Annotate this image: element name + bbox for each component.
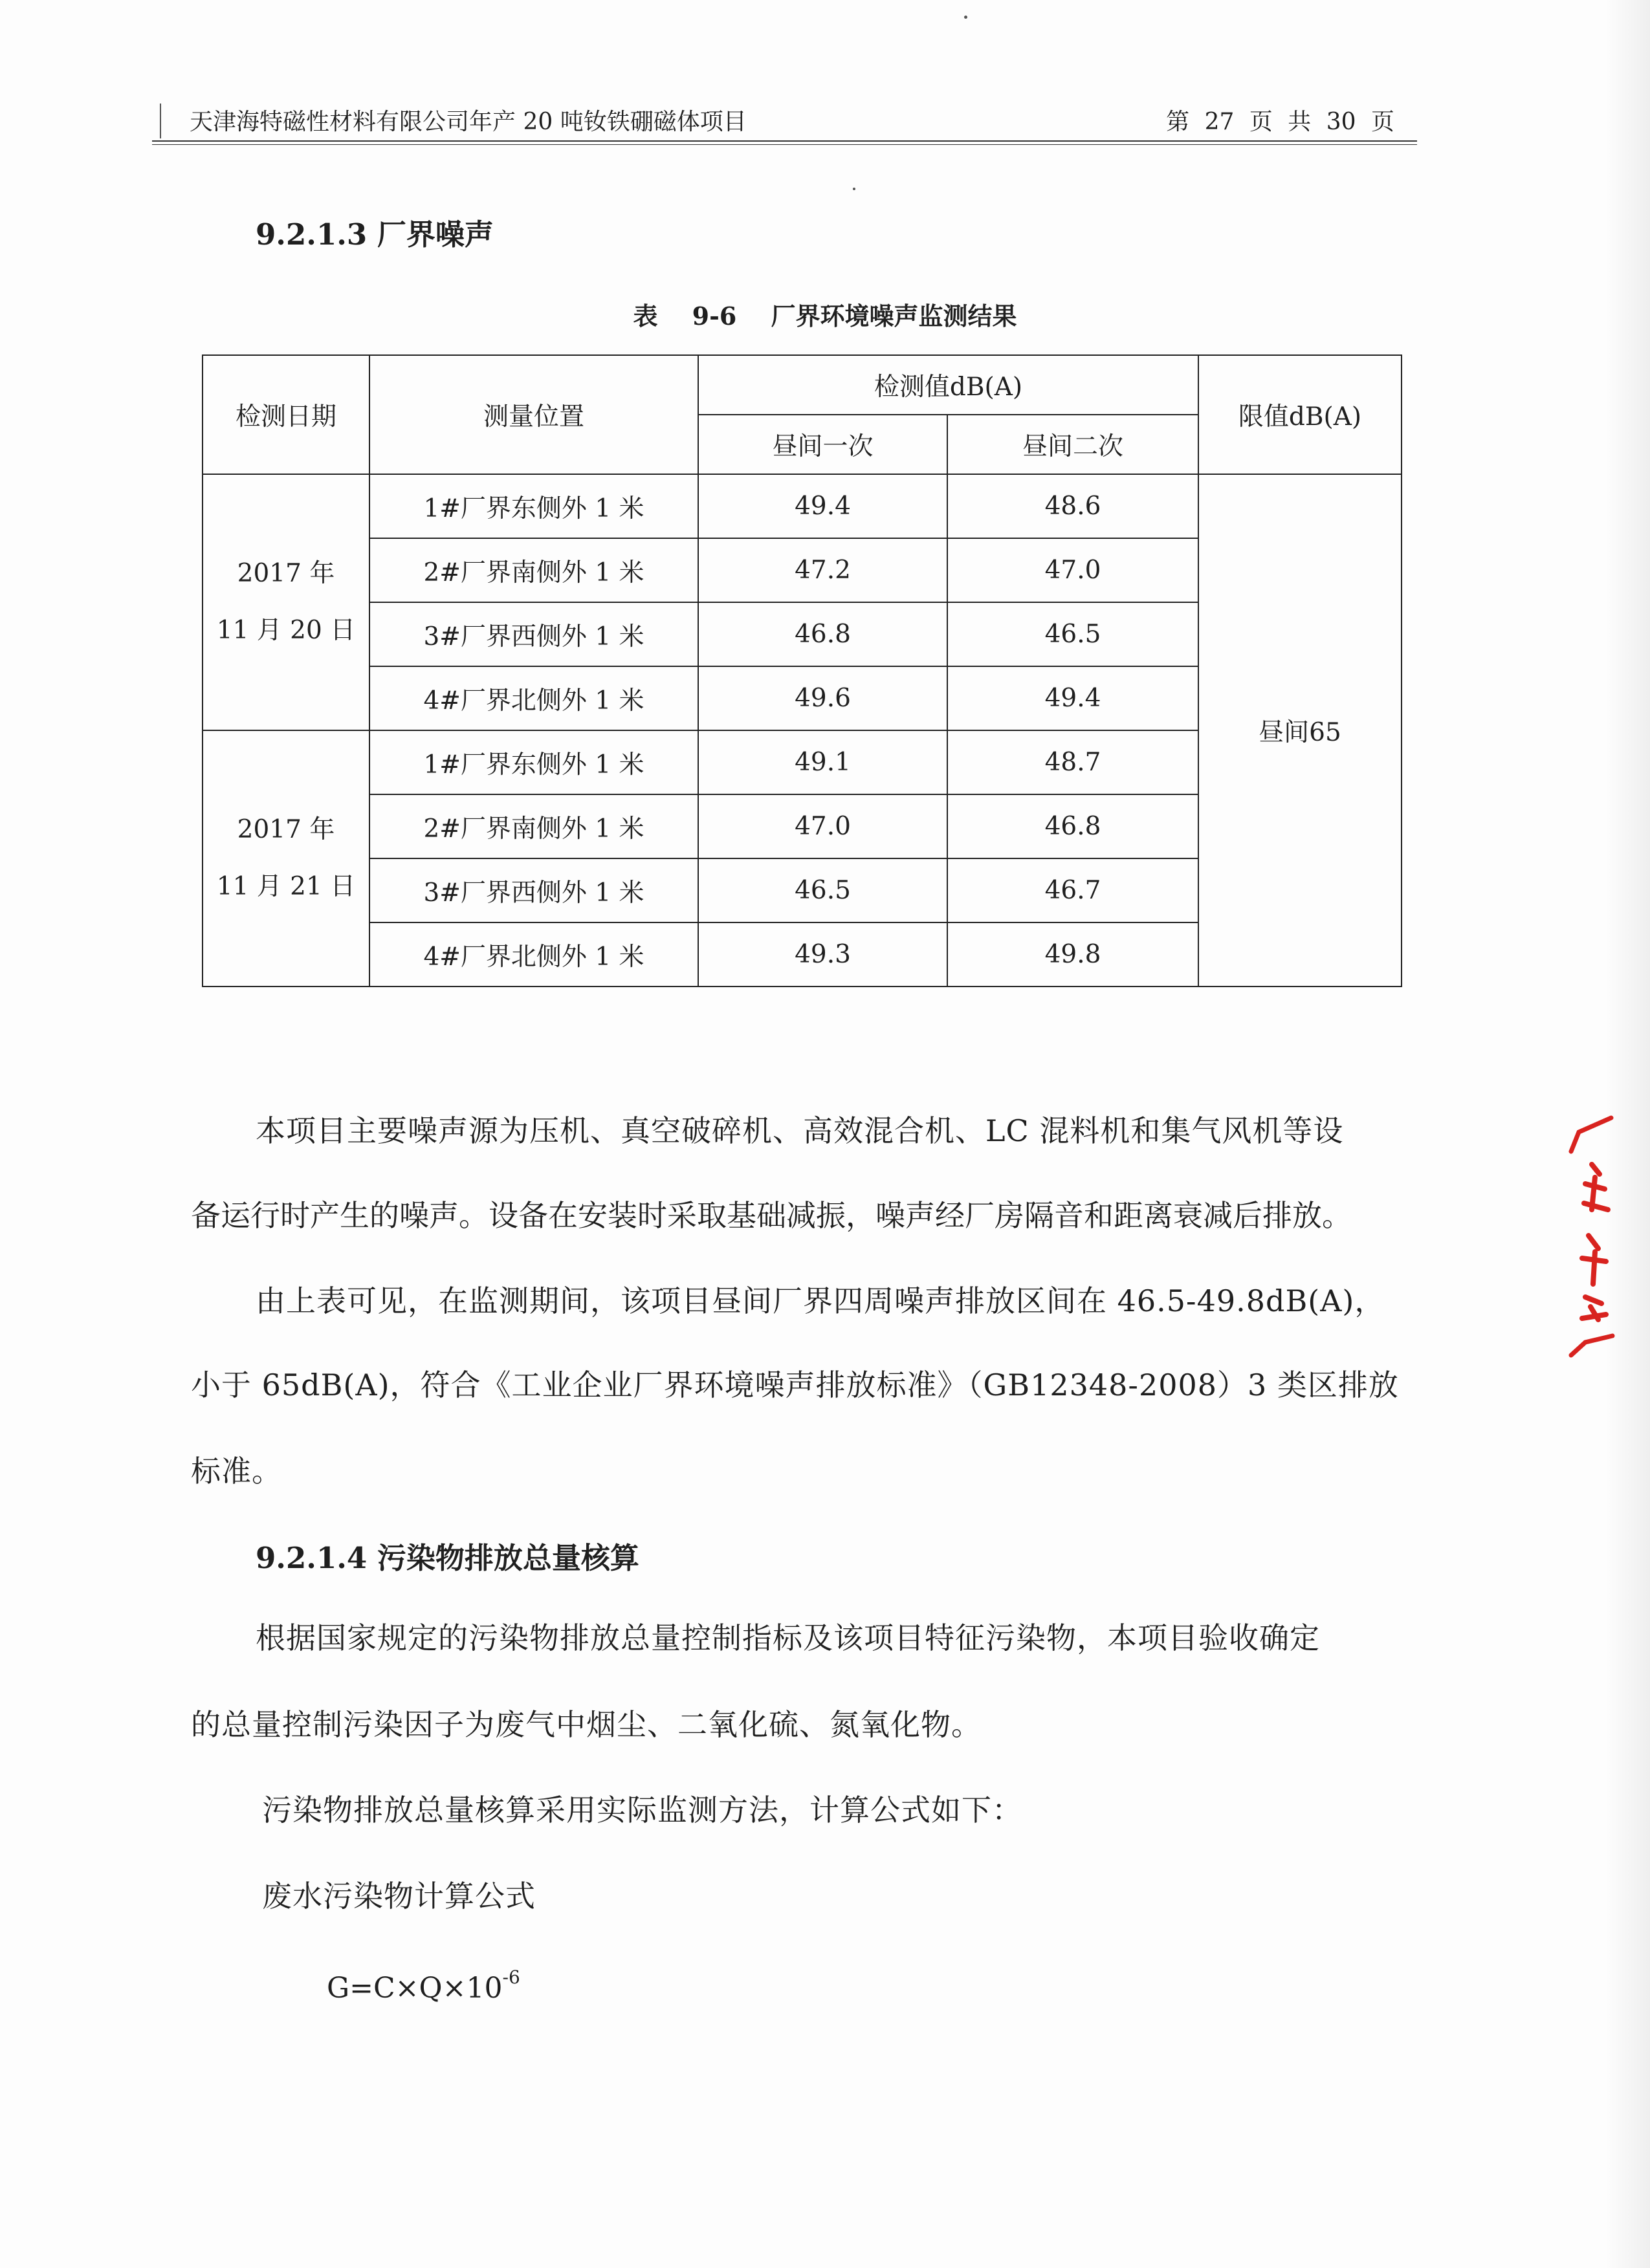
- page-header: [152, 97, 1417, 142]
- noise-results-table: [202, 354, 1402, 987]
- date-cell: [203, 474, 369, 730]
- date-day: 11 月 20 日: [216, 616, 356, 645]
- paragraph-line: 由上表可见，在监测期间，该项目昼间厂界四周噪声排放区间在 46.5-49.8dB(A)，: [256, 1283, 1385, 1318]
- date-cell: [203, 730, 369, 987]
- position-cell: 3#厂界西侧外 1 米: [369, 602, 698, 666]
- value-first-cell: 49.4: [698, 474, 947, 538]
- value-second-cell: 49.8: [947, 922, 1198, 987]
- value-second-cell: 46.7: [947, 858, 1198, 922]
- paragraph-line: 的总量控制污染因子为废气中烟尘、二氧化硫、氮氧化物。: [191, 1707, 982, 1742]
- position-cell: 3#厂界西侧外 1 米: [369, 858, 698, 922]
- value-second-cell: 47.0: [947, 538, 1198, 602]
- paragraph-line: 备运行时产生的噪声。设备在安装时采取基础减振，噪声经厂房隔音和距离衰减后排放。: [191, 1198, 1352, 1233]
- value-first-cell: 49.1: [698, 730, 947, 794]
- paragraph-line: 废水污染物计算公式: [262, 1879, 536, 1914]
- table-row: [203, 474, 1402, 538]
- position-cell: 2#厂界南侧外 1 米: [369, 794, 698, 858]
- value-second-cell: 49.4: [947, 666, 1198, 730]
- value-second-cell: 48.7: [947, 730, 1198, 794]
- paragraph-line: 小于 65dB(A)，符合《工业企业厂界环境噪声排放标准》（GB12348-2008）3 类区排放: [191, 1368, 1399, 1402]
- value-first-cell: 47.2: [698, 538, 947, 602]
- position-cell: 2#厂界南侧外 1 米: [369, 538, 698, 602]
- value-second-cell: 46.8: [947, 794, 1198, 858]
- paragraph-line: 污染物排放总量核算采用实际监测方法，计算公式如下：: [262, 1793, 1022, 1827]
- position-cell: 4#厂界北侧外 1 米: [369, 922, 698, 987]
- date-year: 2017 年: [237, 559, 335, 588]
- formula: [327, 1967, 520, 2005]
- position-cell: 4#厂界北侧外 1 米: [369, 666, 698, 730]
- header-cell-limit: 限值dB(A): [1198, 355, 1402, 474]
- date-year: 2017 年: [237, 815, 335, 844]
- header-cell-position: 测量位置: [369, 355, 698, 474]
- header-cell-second: 昼间二次: [947, 415, 1198, 474]
- formula-base: G=C×Q×10: [327, 1972, 503, 2005]
- value-second-cell: 46.5: [947, 602, 1198, 666]
- header-cell-first: 昼间一次: [698, 415, 947, 474]
- section-heading-noise: 9.2.1.3 厂界噪声: [256, 217, 494, 252]
- value-first-cell: 49.6: [698, 666, 947, 730]
- position-cell: 1#厂界东侧外 1 米: [369, 474, 698, 538]
- page-indicator: 第 27 页 共 30 页: [1166, 109, 1394, 135]
- scan-speck: [964, 16, 967, 19]
- section-heading-total: 9.2.1.4 污染物排放总量核算: [256, 1541, 639, 1575]
- paragraph-line: 标准。: [191, 1454, 282, 1488]
- position-cell: 1#厂界东侧外 1 米: [369, 730, 698, 794]
- scan-edge-shadow: [1605, 0, 1650, 2268]
- header-cell-value-group: 检测值dB(A): [698, 355, 1198, 415]
- table-caption: 表 9-6 厂界环境噪声监测结果: [633, 301, 1017, 331]
- value-first-cell: 46.5: [698, 858, 947, 922]
- value-second-cell: 48.6: [947, 474, 1198, 538]
- date-day: 11 月 21 日: [216, 872, 356, 901]
- header-rule-thin: [152, 144, 1417, 145]
- paragraph-line: 根据国家规定的污染物排放总量控制指标及该项目特征污染物，本项目验收确定: [256, 1620, 1320, 1655]
- value-first-cell: 46.8: [698, 602, 947, 666]
- value-first-cell: 47.0: [698, 794, 947, 858]
- header-cell-date: 检测日期: [203, 355, 369, 474]
- formula-exponent: -6: [502, 1967, 520, 1988]
- limit-cell: 昼间65: [1198, 474, 1402, 987]
- document-title: 天津海特磁性材料有限公司年产 20 吨钕铁硼磁体项目: [190, 109, 747, 135]
- scan-speck: [853, 188, 855, 190]
- paragraph-line: 本项目主要噪声源为压机、真空破碎机、高效混合机、LC 混料机和集气风机等设: [256, 1113, 1344, 1148]
- value-first-cell: 49.3: [698, 922, 947, 987]
- header-divider-mark: [160, 104, 161, 138]
- header-rule: [152, 140, 1417, 142]
